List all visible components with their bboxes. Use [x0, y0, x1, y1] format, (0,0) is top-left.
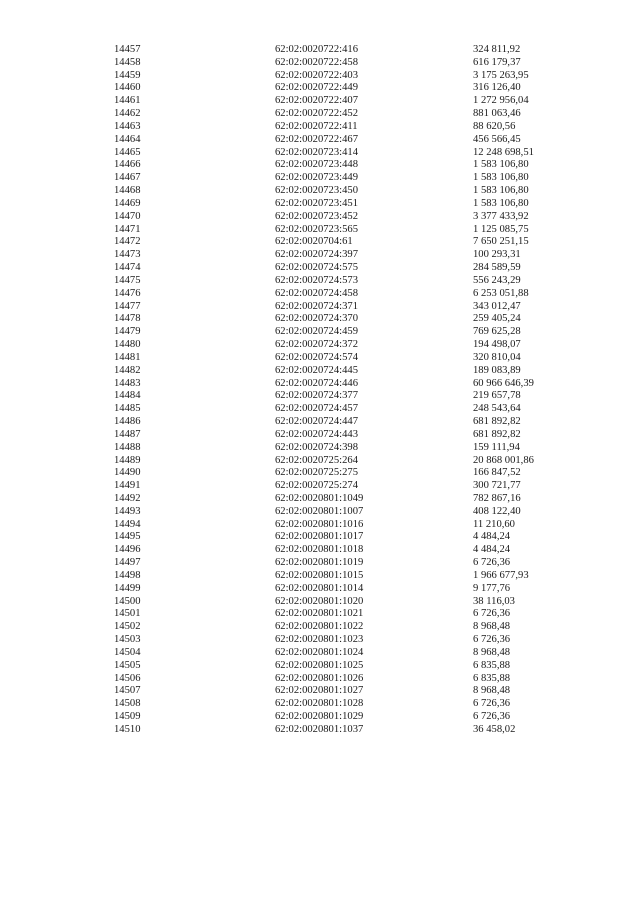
cadastral-number: 62:02:0020801:1014: [275, 582, 364, 594]
table-row: [114, 313, 594, 326]
cadastral-value: 4 484,24: [473, 544, 511, 556]
table-row: [114, 724, 594, 737]
cadastral-number: 62:02:0020722:452: [275, 108, 358, 120]
table-row: [114, 147, 594, 160]
cadastral-number: 62:02:0020801:1021: [275, 608, 364, 620]
row-number: 14492: [114, 492, 141, 504]
cadastral-number: 62:02:0020801:1015: [275, 569, 364, 581]
cadastral-number: 62:02:0020723:414: [275, 146, 358, 158]
table-row: [114, 301, 594, 314]
cadastral-value: 6 835,88: [473, 672, 511, 684]
table-row: [114, 596, 594, 609]
row-number: 14504: [114, 646, 141, 658]
row-number: 14458: [114, 56, 141, 68]
row-number: 14489: [114, 454, 141, 466]
table-row: [114, 403, 594, 416]
row-number: 14501: [114, 608, 141, 620]
cadastral-value: 248 543,64: [473, 403, 521, 415]
row-number: 14483: [114, 377, 141, 389]
row-number: 14485: [114, 403, 141, 415]
table-row: [114, 711, 594, 724]
cadastral-number: 62:02:0020724:447: [275, 416, 358, 428]
row-number: 14465: [114, 146, 141, 158]
cadastral-number: 62:02:0020801:1028: [275, 698, 364, 710]
cadastral-number: 62:02:0020724:573: [275, 274, 358, 286]
cadastral-value: 6 726,36: [473, 698, 511, 710]
cadastral-value: 343 012,47: [473, 300, 521, 312]
cadastral-value: 616 179,37: [473, 56, 521, 68]
cadastral-value: 100 293,31: [473, 249, 521, 261]
cadastral-number: 62:02:0020724:574: [275, 351, 358, 363]
cadastral-number: 62:02:0020725:275: [275, 467, 358, 479]
cadastral-number: 62:02:0020801:1007: [275, 505, 364, 517]
cadastral-number: 62:02:0020801:1022: [275, 621, 364, 633]
row-number: 14493: [114, 505, 141, 517]
cadastral-number: 62:02:0020801:1049: [275, 492, 364, 504]
cadastral-number: 62:02:0020801:1020: [275, 595, 364, 607]
row-number: 14481: [114, 351, 141, 363]
cadastral-value: 6 726,36: [473, 634, 511, 646]
row-number: 14505: [114, 659, 141, 671]
cadastral-number: 62:02:0020724:372: [275, 339, 358, 351]
table-row: [114, 224, 594, 237]
row-number: 14473: [114, 249, 141, 261]
cadastral-value: 12 248 698,51: [473, 146, 534, 158]
cadastral-value: 6 726,36: [473, 711, 511, 723]
row-number: 14487: [114, 428, 141, 440]
cadastral-number: 62:02:0020723:565: [275, 223, 358, 235]
cadastral-value: 11 210,60: [473, 518, 515, 530]
table-row: [114, 121, 594, 134]
row-number: 14510: [114, 723, 141, 735]
table-row: [114, 621, 594, 634]
cadastral-value: 324 811,92: [473, 44, 521, 55]
table-row: [114, 480, 594, 493]
table-row: [114, 198, 594, 211]
cadastral-number: 62:02:0020704:61: [275, 236, 353, 248]
cadastral-value: 7 650 251,15: [473, 236, 529, 248]
row-number: 14462: [114, 108, 141, 120]
cadastral-value: 1 583 106,80: [473, 197, 529, 209]
cadastral-number: 62:02:0020722:467: [275, 133, 358, 145]
cadastral-number: 62:02:0020724:377: [275, 390, 358, 402]
cadastral-value: 38 116,03: [473, 595, 515, 607]
cadastral-value: 8 968,48: [473, 685, 511, 697]
row-number: 14500: [114, 595, 141, 607]
row-number: 14496: [114, 544, 141, 556]
table-row: [114, 442, 594, 455]
cadastral-value: 60 966 646,39: [473, 377, 534, 389]
row-number: 14486: [114, 416, 141, 428]
table-row: [114, 262, 594, 275]
cadastral-value: 194 498,07: [473, 339, 521, 351]
row-number: 14459: [114, 69, 141, 81]
row-number: 14488: [114, 441, 141, 453]
cadastral-value: 320 810,04: [473, 351, 521, 363]
cadastral-number: 62:02:0020722:403: [275, 69, 358, 81]
cadastral-number: 62:02:0020801:1024: [275, 646, 364, 658]
cadastral-value: 769 625,28: [473, 326, 521, 338]
row-number: 14475: [114, 274, 141, 286]
cadastral-number: 62:02:0020801:1017: [275, 531, 364, 543]
table-row: [114, 82, 594, 95]
row-number: 14479: [114, 326, 141, 338]
table-row: [114, 570, 594, 583]
cadastral-number: 62:02:0020723:448: [275, 159, 358, 171]
row-number: 14495: [114, 531, 141, 543]
cadastral-value: 681 892,82: [473, 416, 521, 428]
row-number: 14471: [114, 223, 141, 235]
table-row: [114, 134, 594, 147]
cadastral-value: 6 726,36: [473, 608, 511, 620]
cadastral-number: 62:02:0020801:1027: [275, 685, 364, 697]
cadastral-number: 62:02:0020725:264: [275, 454, 358, 466]
table-row: [114, 352, 594, 365]
cadastral-value: 1 583 106,80: [473, 185, 529, 197]
cadastral-value: 6 253 051,88: [473, 287, 529, 299]
cadastral-value: 1 966 677,93: [473, 569, 529, 581]
table-row: [114, 57, 594, 70]
cadastral-value: 6 835,88: [473, 659, 511, 671]
row-number: 14467: [114, 172, 141, 184]
table-row: [114, 275, 594, 288]
row-number: 14464: [114, 133, 141, 145]
cadastral-value: 20 868 001,86: [473, 454, 534, 466]
cadastral-value: 219 657,78: [473, 390, 521, 402]
table-row: [114, 211, 594, 224]
cadastral-number: 62:02:0020724:397: [275, 249, 358, 261]
table-row: [114, 698, 594, 711]
table-row: [114, 326, 594, 339]
cadastral-value: 1 583 106,80: [473, 172, 529, 184]
table-row: [114, 108, 594, 121]
cadastral-value: 8 968,48: [473, 646, 511, 658]
table-row: [114, 660, 594, 673]
cadastral-value: 408 122,40: [473, 505, 521, 517]
cadastral-number: 62:02:0020724:443: [275, 428, 358, 440]
cadastral-value: 189 083,89: [473, 364, 521, 376]
table-row: [114, 95, 594, 108]
cadastral-value: 259 405,24: [473, 313, 521, 325]
table-row: [114, 544, 594, 557]
row-number: 14509: [114, 711, 141, 723]
cadastral-number: 62:02:0020801:1018: [275, 544, 364, 556]
cadastral-value: 316 126,40: [473, 82, 521, 94]
cadastral-number: 62:02:0020724:445: [275, 364, 358, 376]
cadastral-number: 62:02:0020724:459: [275, 326, 358, 338]
cadastral-number: 62:02:0020722:449: [275, 82, 358, 94]
table-row: [114, 288, 594, 301]
table-row: [114, 506, 594, 519]
cadastral-value: 4 484,24: [473, 531, 511, 543]
table-row: [114, 429, 594, 442]
cadastral-value: 9 177,76: [473, 582, 511, 594]
row-number: 14461: [114, 95, 141, 107]
table-row: [114, 493, 594, 506]
table-row: [114, 70, 594, 83]
cadastral-number: 62:02:0020722:416: [275, 44, 358, 55]
row-number: 14466: [114, 159, 141, 171]
row-number: 14497: [114, 557, 141, 569]
row-number: 14484: [114, 390, 141, 402]
cadastral-number: 62:02:0020801:1023: [275, 634, 364, 646]
cadastral-value: 6 726,36: [473, 557, 511, 569]
cadastral-value: 782 867,16: [473, 492, 521, 504]
cadastral-number: 62:02:0020725:274: [275, 480, 358, 492]
table-row: [114, 378, 594, 391]
row-number: 14490: [114, 467, 141, 479]
cadastral-number: 62:02:0020801:1025: [275, 659, 364, 671]
table-row: [114, 467, 594, 480]
cadastral-number: 62:02:0020723:450: [275, 185, 358, 197]
cadastral-value: 284 589,59: [473, 262, 521, 274]
cadastral-number: 62:02:0020724:458: [275, 287, 358, 299]
row-number: 14477: [114, 300, 141, 312]
row-number: 14499: [114, 582, 141, 594]
row-number: 14460: [114, 82, 141, 94]
cadastral-value: 3 377 433,92: [473, 210, 529, 222]
cadastral-value: 88 620,56: [473, 120, 516, 132]
row-number: 14498: [114, 569, 141, 581]
cadastral-value: 1 583 106,80: [473, 159, 529, 171]
row-number: 14469: [114, 197, 141, 209]
cadastral-number: 62:02:0020724:398: [275, 441, 358, 453]
table-row: [114, 172, 594, 185]
row-number: 14478: [114, 313, 141, 325]
cadastral-number: 62:02:0020722:411: [275, 120, 358, 132]
table-row: [114, 519, 594, 532]
row-number: 14474: [114, 262, 141, 274]
row-number: 14507: [114, 685, 141, 697]
cadastral-value: 556 243,29: [473, 274, 521, 286]
row-number: 14470: [114, 210, 141, 222]
row-number: 14508: [114, 698, 141, 710]
cadastral-value: 681 892,82: [473, 428, 521, 440]
cadastral-number: 62:02:0020724:370: [275, 313, 358, 325]
cadastral-value: 3 175 263,95: [473, 69, 529, 81]
table-row: [114, 416, 594, 429]
row-number: 14503: [114, 634, 141, 646]
cadastral-value: 300 721,77: [473, 480, 521, 492]
row-number: 14494: [114, 518, 141, 530]
cadastral-number: 62:02:0020724:457: [275, 403, 358, 415]
table-row: [114, 557, 594, 570]
table-row: [114, 685, 594, 698]
row-number: 14482: [114, 364, 141, 376]
cadastral-value: 166 847,52: [473, 467, 521, 479]
table-row: [114, 365, 594, 378]
table-row: [114, 647, 594, 660]
row-number: 14506: [114, 672, 141, 684]
row-number: 14480: [114, 339, 141, 351]
table-row: [114, 531, 594, 544]
table-row: [114, 673, 594, 686]
cadastral-number: 62:02:0020724:575: [275, 262, 358, 274]
cadastral-value: 1 125 085,75: [473, 223, 529, 235]
table-row: [114, 634, 594, 647]
cadastral-number: 62:02:0020722:407: [275, 95, 358, 107]
table-row: [114, 455, 594, 468]
cadastral-number: 62:02:0020723:449: [275, 172, 358, 184]
cadastral-number: 62:02:0020801:1019: [275, 557, 364, 569]
row-number: 14472: [114, 236, 141, 248]
table-row: [114, 159, 594, 172]
table-row: [114, 249, 594, 262]
cadastral-value: 881 063,46: [473, 108, 521, 120]
cadastral-number: 62:02:0020724:371: [275, 300, 358, 312]
table-row: [114, 339, 594, 352]
cadastral-number: 62:02:0020723:451: [275, 197, 358, 209]
cadastral-number: 62:02:0020801:1037: [275, 723, 364, 735]
cadastral-value: 159 111,94: [473, 441, 520, 453]
cadastral-number: 62:02:0020723:452: [275, 210, 358, 222]
cadastral-value-table: [114, 44, 594, 737]
table-row: [114, 390, 594, 403]
cadastral-value: 456 566,45: [473, 133, 521, 145]
row-number: 14491: [114, 480, 141, 492]
table-row: [114, 185, 594, 198]
row-number: 14457: [114, 44, 141, 55]
table-row: [114, 236, 594, 249]
table-row: [114, 608, 594, 621]
cadastral-number: 62:02:0020801:1016: [275, 518, 364, 530]
row-number: 14463: [114, 120, 141, 132]
row-number: 14476: [114, 287, 141, 299]
cadastral-number: 62:02:0020724:446: [275, 377, 358, 389]
cadastral-value: 36 458,02: [473, 723, 516, 735]
cadastral-number: 62:02:0020801:1026: [275, 672, 364, 684]
cadastral-number: 62:02:0020801:1029: [275, 711, 364, 723]
row-number: 14502: [114, 621, 141, 633]
cadastral-value: 8 968,48: [473, 621, 511, 633]
cadastral-number: 62:02:0020722:458: [275, 56, 358, 68]
table-row: [114, 44, 594, 57]
row-number: 14468: [114, 185, 141, 197]
cadastral-value: 1 272 956,04: [473, 95, 529, 107]
table-row: [114, 583, 594, 596]
